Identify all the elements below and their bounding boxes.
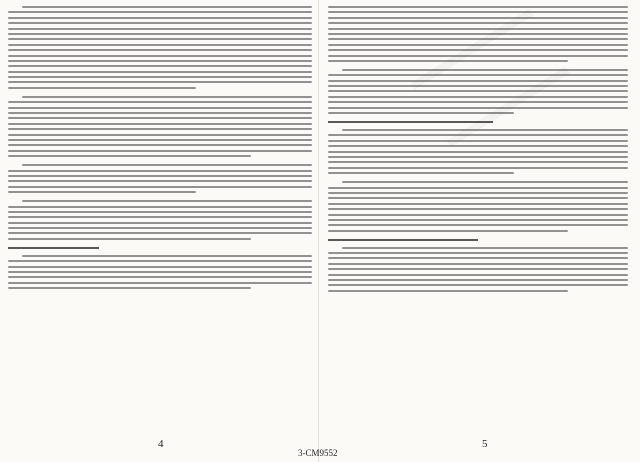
page-gutter xyxy=(318,0,319,462)
page-number-left: 4 xyxy=(158,438,164,450)
right-paragraph-2 xyxy=(328,69,628,114)
left-paragraph-3 xyxy=(8,164,312,193)
page-number-right: 5 xyxy=(482,438,488,450)
left-page xyxy=(8,6,312,446)
document-code: 3-CM9552 xyxy=(298,448,338,458)
left-paragraph-5 xyxy=(8,255,312,289)
left-section-heading xyxy=(8,247,99,249)
right-paragraph-4 xyxy=(328,181,628,232)
left-paragraph-1 xyxy=(8,6,312,89)
right-section-heading-1 xyxy=(328,121,493,123)
right-page xyxy=(328,6,628,446)
right-paragraph-1 xyxy=(328,6,628,62)
right-section-heading-2 xyxy=(328,239,478,241)
left-paragraph-4 xyxy=(8,200,312,240)
right-paragraph-5 xyxy=(328,247,628,292)
right-paragraph-3 xyxy=(328,129,628,174)
left-paragraph-2 xyxy=(8,96,312,157)
